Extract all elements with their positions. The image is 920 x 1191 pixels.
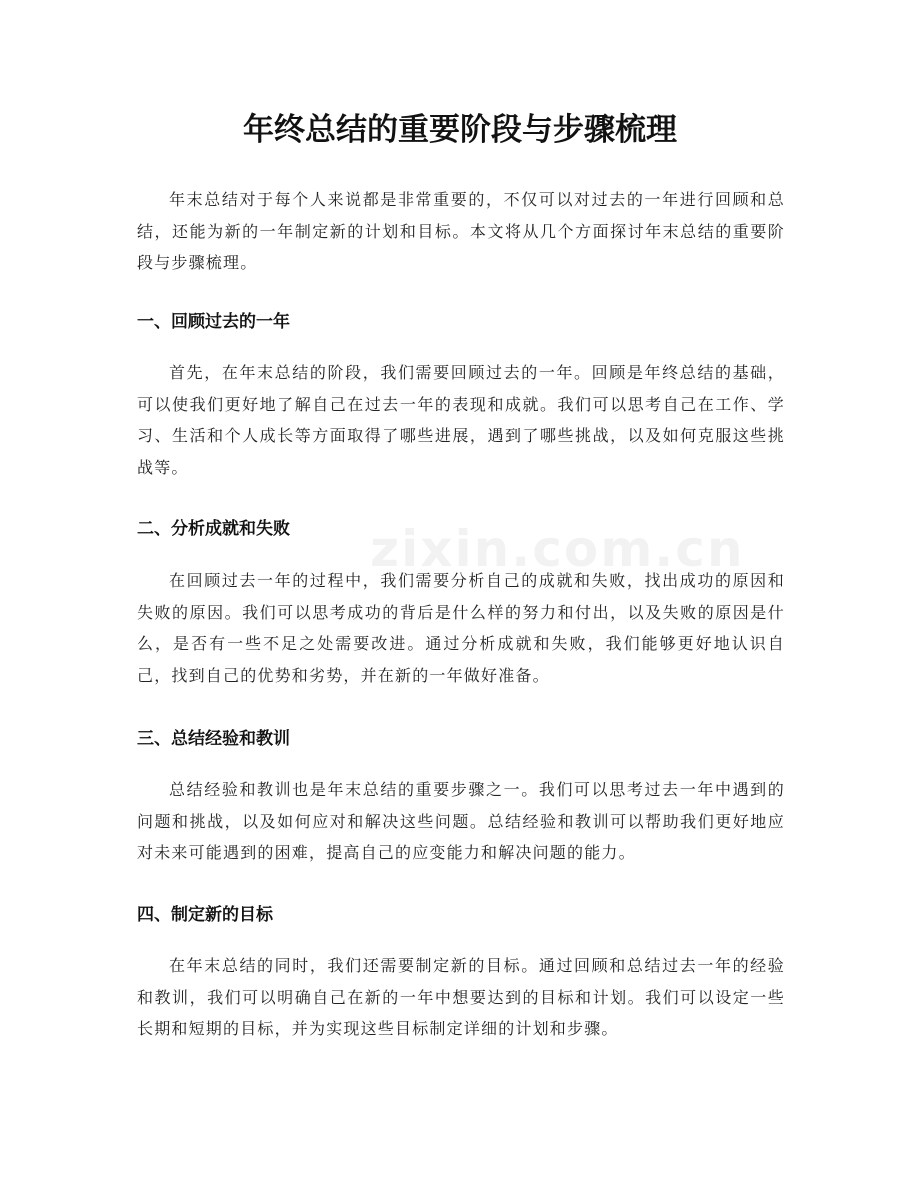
section-1-body: 首先，在年末总结的阶段，我们需要回顾过去的一年。回顾是年终总结的基础，可以使我们更好地了解自己在过去一年的表现和成就。我们可以思考自己在工作、学习、生活和个人成长等方面取得了哪些进展，遇到了哪些挑战，以及如何克服这些挑战等。: [137, 363, 785, 477]
watermark: zixin.com.cn: [370, 520, 745, 578]
section-2-body: 在回顾过去一年的过程中，我们需要分析自己的成就和失败，找出成功的原因和失败的原因。我们可以思考成功的背后是什么样的努力和付出，以及失败的原因是什么，是否有一些不足之处需要改进。通过分析成就和失败，我们能够更好地认识自己，找到自己的优势和劣势，并在新的一年做好准备。: [137, 571, 785, 685]
document-title: 年终总结的重要阶段与步骤梳理: [243, 112, 677, 148]
section-4-heading: 四、制定新的目标: [137, 905, 273, 925]
section-1-heading: 一、回顾过去的一年: [137, 312, 290, 332]
section-3-heading: 三、总结经验和教训: [137, 729, 290, 749]
section-4-body: 在年末总结的同时，我们还需要制定新的目标。通过回顾和总结过去一年的经验和教训，我们可以明确自己在新的一年中想要达到的目标和计划。我们可以设定一些长期和短期的目标，并为实现这些目标制定详细的计划和步骤。: [137, 956, 785, 1038]
section-3-body: 总结经验和教训也是年末总结的重要步骤之一。我们可以思考过去一年中遇到的问题和挑战，以及如何应对和解决这些问题。总结经验和教训可以帮助我们更好地应对未来可能遇到的困难，提高自己的应变能力和解决问题的能力。: [137, 780, 785, 862]
intro-paragraph: 年末总结对于每个人来说都是非常重要的，不仅可以对过去的一年进行回顾和总结，还能为新的一年制定新的计划和目标。本文将从几个方面探讨年末总结的重要阶段与步骤梳理。: [137, 190, 785, 272]
section-2-heading: 二、分析成就和失败: [137, 519, 290, 539]
